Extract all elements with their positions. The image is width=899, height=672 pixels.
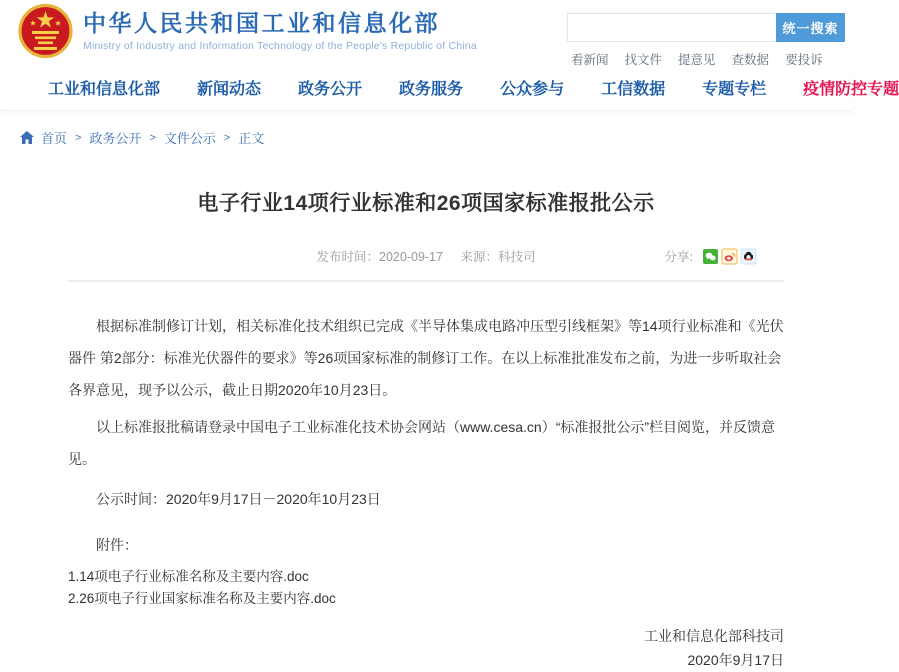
weibo-share-icon[interactable]	[722, 249, 737, 264]
article-content	[68, 310, 784, 672]
national-emblem-icon	[18, 3, 73, 59]
breadcrumb-file-publicity[interactable]: 文件公示	[163, 131, 216, 146]
site-header	[0, 0, 852, 67]
title-divider	[68, 280, 784, 282]
brand-text	[83, 3, 477, 52]
signature-date: 2020年9月17日	[687, 652, 784, 668]
unified-search-input[interactable]	[567, 13, 776, 42]
attachment-link-2[interactable]: 2.26项电子行业国家标准名称及主要内容.doc	[68, 591, 336, 606]
unified-search-button[interactable]: 统一搜索	[776, 13, 845, 42]
share-label: 分享:	[664, 250, 693, 264]
quick-links	[567, 50, 845, 68]
signature-department: 工业和信息化部科技司	[644, 628, 784, 644]
site-title: 中华人民共和国工业和信息化部	[83, 10, 440, 36]
breadcrumb	[0, 111, 852, 153]
breadcrumb-gov-info[interactable]: 政务公开	[89, 131, 142, 146]
paragraph: 以上标准报批稿请登录中国电子工业标准化技术协会网站（www.cesa.cn）“标准报批公示”栏目阅览，并反馈意见。	[68, 419, 776, 467]
breadcrumb-separator: >	[223, 131, 231, 144]
breadcrumb-current: 正文	[238, 131, 265, 146]
breadcrumb-home[interactable]: 首页	[41, 131, 68, 146]
paragraph: 根据标准制修订计划，相关标准化技术组织已完成《半导体集成电路冲压型引线框架》等14项行业标准和《光伏器件 第2部分：标准光伏器件的要求》等26项国家标准的制修订工作。在以上标准批准发布之前，为进一步听取社会各界意见，现予以公示，截止日期2020年10月23日。	[68, 318, 784, 398]
article-meta	[68, 247, 784, 265]
breadcrumb-separator: >	[75, 131, 82, 144]
nav-item-gov-info[interactable]: 政务公开	[298, 80, 363, 98]
breadcrumb-separator: >	[149, 131, 156, 144]
qq-share-icon[interactable]	[741, 249, 756, 264]
attachment-link-1[interactable]: 1.14项电子行业标准名称及主要内容.doc	[68, 569, 309, 584]
nav-item-data[interactable]: 工信数据	[601, 80, 666, 98]
site-brand	[18, 3, 477, 59]
quick-link-complaints[interactable]: 要投诉	[785, 53, 823, 67]
quick-link-data[interactable]: 查数据	[731, 53, 770, 67]
article	[68, 187, 784, 672]
publish-time: 发布时间：2020-09-17	[316, 250, 443, 264]
signature-block	[68, 624, 784, 672]
nav-item-participation[interactable]: 公众参与	[500, 80, 565, 98]
nav-item-gov-services[interactable]: 政务服务	[399, 80, 464, 98]
nav-item-epidemic-topic[interactable]: 疫情防控专题	[803, 80, 899, 98]
article-title: 电子行业14项行业标准和26项国家标准报批公示	[197, 192, 655, 215]
source: 来源：科技司	[460, 250, 536, 264]
search-area	[567, 13, 845, 68]
site-subtitle: Ministry of Industry and Information Technology of the People's Republic of China	[83, 40, 477, 53]
attachments-label: 附件：	[96, 537, 138, 553]
quick-link-suggestions[interactable]: 提意见	[678, 53, 716, 67]
quick-link-files[interactable]: 找文件	[624, 53, 663, 67]
wechat-share-icon[interactable]	[703, 249, 718, 264]
quick-link-news[interactable]: 看新闻	[571, 53, 609, 67]
nav-item-news[interactable]: 新闻动态	[197, 80, 262, 98]
nav-item-special-topics[interactable]: 专题专栏	[702, 80, 767, 98]
publicity-period: 公示时间：2020年9月17日－2020年10月23日	[96, 491, 381, 507]
main-nav	[0, 64, 899, 111]
nav-item-miit[interactable]: 工业和信息化部	[48, 80, 161, 98]
share-box	[665, 247, 756, 265]
home-icon[interactable]	[20, 131, 34, 144]
